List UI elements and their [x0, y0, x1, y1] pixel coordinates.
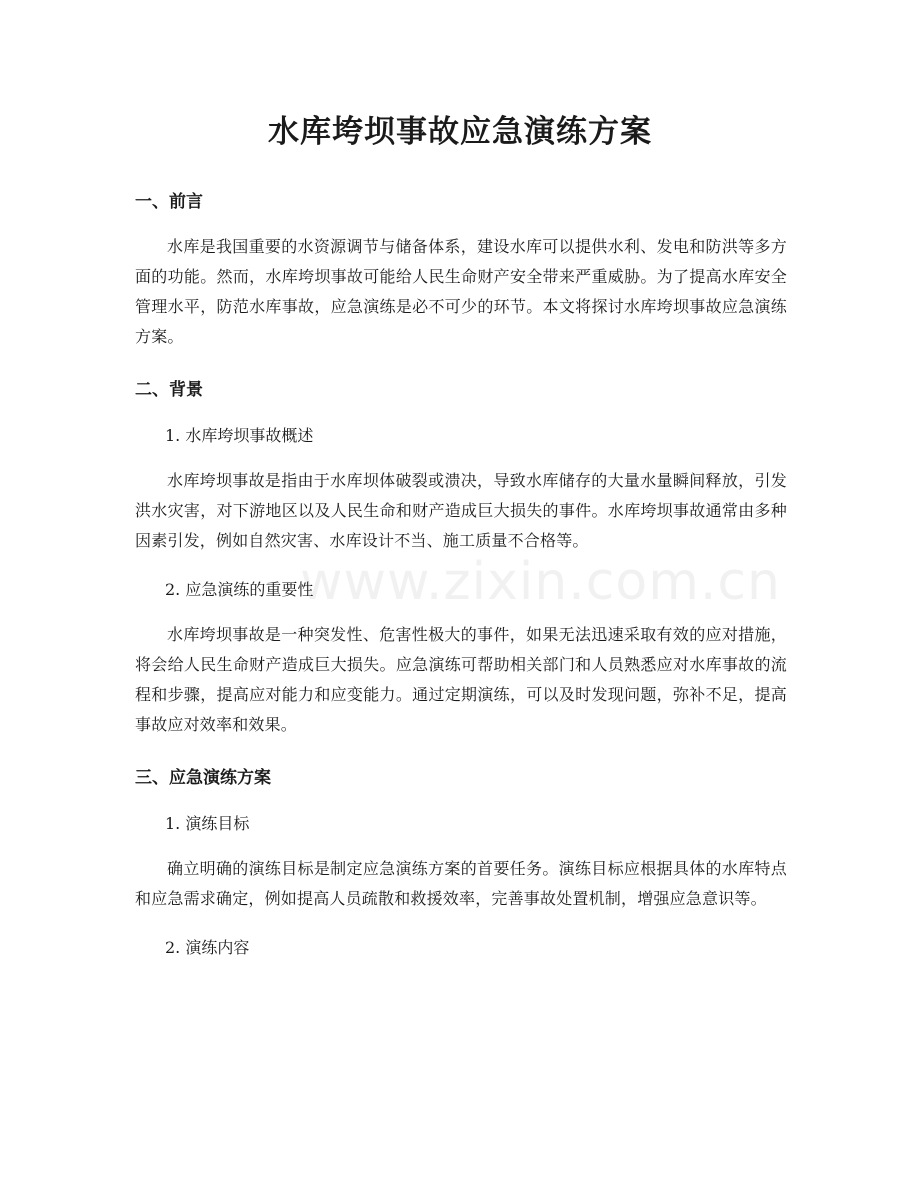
- section-heading-preface: 一、前言: [135, 192, 203, 212]
- paragraph-preface: 水库是我国重要的水资源调节与储备体系，建设水库可以提供水利、发电和防洪等多方面的功能。然而，水库垮坝事故可能给人民生命财产安全带来严重威胁。为了提高水库安全管理水平，防范水库事故，应急演练是必不可少的环节。本文将探讨水库垮坝事故应急演练方案。: [135, 237, 787, 346]
- paragraph-drill-goals: 确立明确的演练目标是制定应急演练方案的首要任务。演练目标应根据具体的水库特点和应急需求确定，例如提高人员疏散和救援效率，完善事故处置机制，增强应急意识等。: [135, 859, 787, 908]
- subheading-drill-importance: 2. 应急演练的重要性: [165, 580, 314, 599]
- document-title: 水库垮坝事故应急演练方案: [268, 114, 652, 150]
- section-heading-drill-plan: 三、应急演练方案: [135, 768, 271, 788]
- subheading-drill-content: 2. 演练内容: [165, 938, 250, 957]
- subheading-drill-goals: 1. 演练目标: [165, 814, 250, 833]
- paragraph-drill-importance: 水库垮坝事故是一种突发性、危害性极大的事件，如果无法迅速采取有效的应对措施，将会给人民生命财产造成巨大损失。应急演练可帮助相关部门和人员熟悉应对水库事故的流程和步骤，提高应对能力和应变能力。通过定期演练，可以及时发现问题，弥补不足，提高事故应对效率和效果。: [135, 625, 787, 734]
- section-heading-background: 二、背景: [135, 380, 203, 400]
- document-body: [135, 186, 787, 964]
- watermark: www.zixin.com.cn: [300, 552, 781, 612]
- subheading-dam-failure-overview: 1. 水库垮坝事故概述: [165, 426, 314, 445]
- paragraph-dam-failure-overview: 水库垮坝事故是指由于水库坝体破裂或溃决，导致水库储存的大量水量瞬间释放，引发洪水灾害，对下游地区以及人民生命和财产造成巨大损失的事件。水库垮坝事故通常由多种因素引发，例如自然灾害、水库设计不当、施工质量不合格等。: [135, 471, 787, 550]
